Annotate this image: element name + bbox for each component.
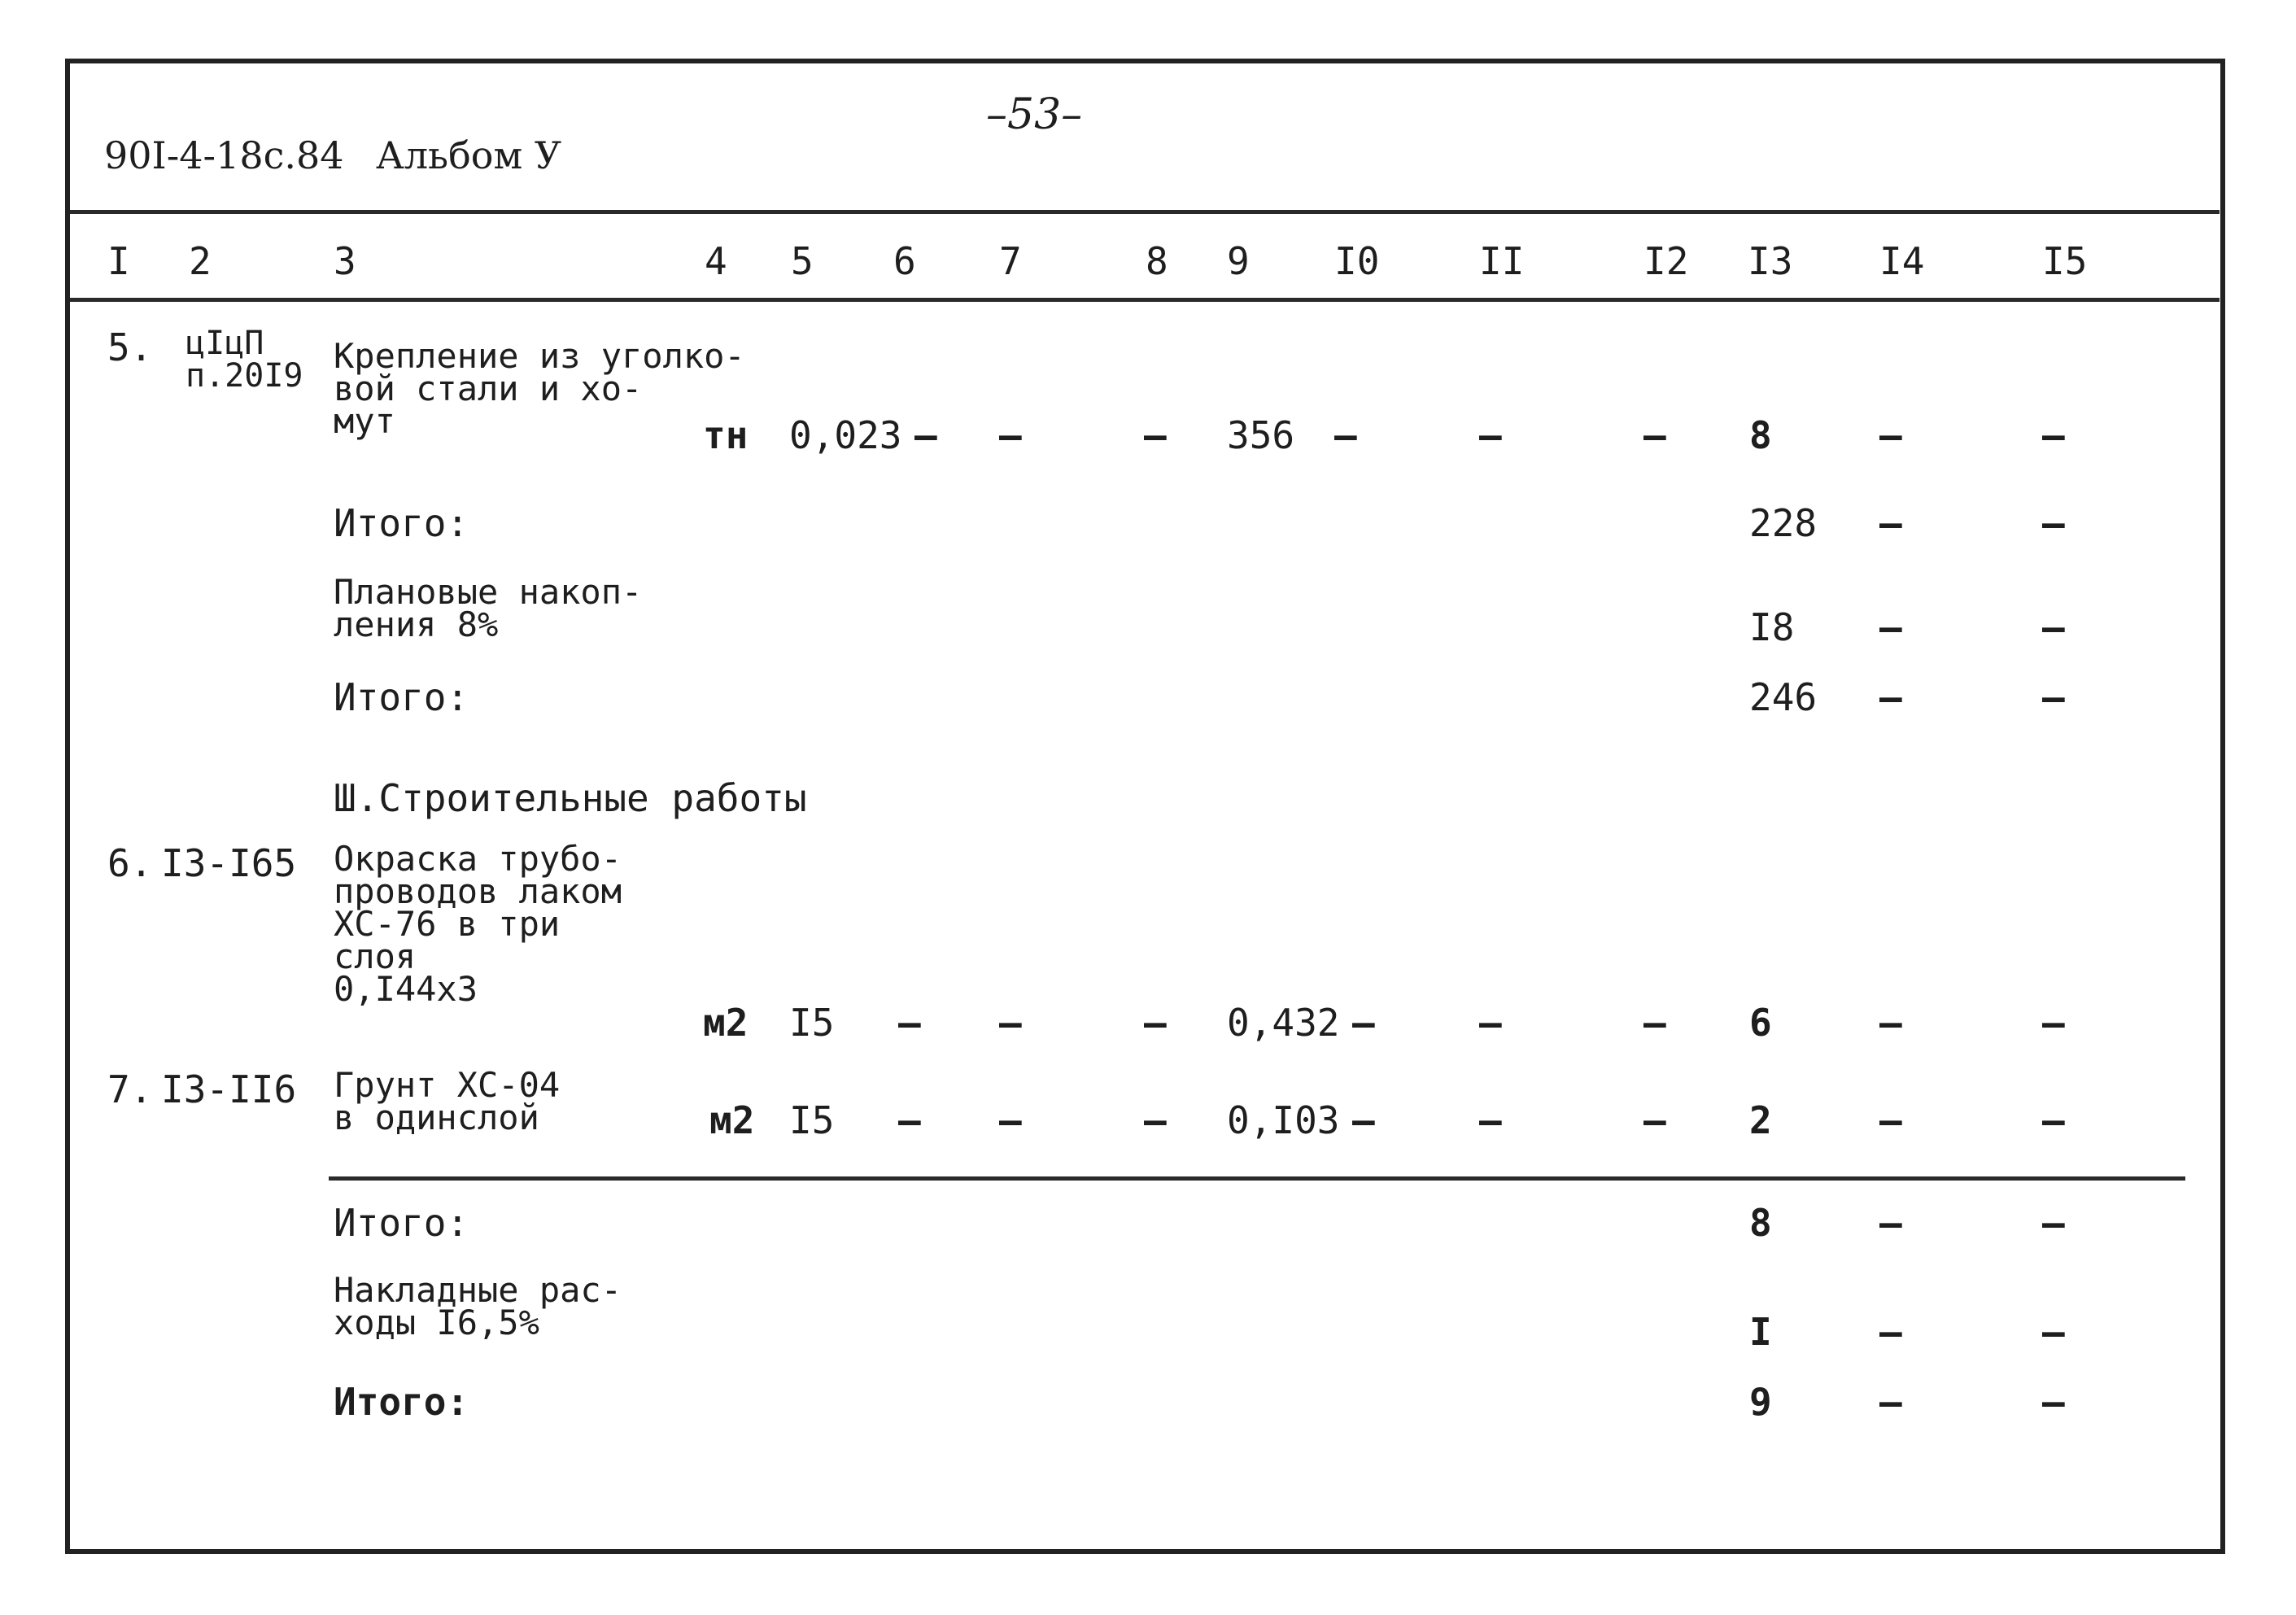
col-header: I0: [1334, 239, 1380, 283]
row-code: I3-I65: [161, 841, 297, 885]
col-header: 2: [189, 239, 212, 283]
cell-c15: –: [2042, 1098, 2065, 1142]
cell-c14: –: [1879, 1001, 1902, 1045]
row-unit: тн: [703, 413, 749, 457]
cell-c15: –: [2042, 1310, 2065, 1354]
col-header: I4: [1879, 239, 1925, 283]
document-code: 90I-4-18с.84: [104, 133, 344, 177]
cell-c5: I5: [789, 1001, 835, 1045]
row-number: 6.: [107, 841, 153, 885]
cell-c8: –: [1144, 1001, 1167, 1045]
cell-c15: –: [2042, 1001, 2065, 1045]
cell-c13: 2: [1749, 1098, 1772, 1142]
cell-c13: 8: [1749, 413, 1772, 457]
col-header: 8: [1146, 239, 1168, 283]
cell-c5: 0,023: [789, 413, 902, 457]
col-header: 9: [1227, 239, 1250, 283]
album-label: Альбом У: [376, 133, 562, 177]
cell-c7: –: [999, 413, 1022, 457]
cell-c14: –: [1879, 413, 1902, 457]
cell-c11: –: [1479, 413, 1502, 457]
cell-c12: –: [1643, 413, 1666, 457]
col-header: 4: [705, 239, 727, 283]
row-name: Итого:: [334, 1201, 469, 1245]
cell-c15: –: [2042, 501, 2065, 545]
cell-c13: I: [1749, 1310, 1772, 1354]
row-code: цIцП п.20I9: [186, 325, 303, 395]
row-name: Грунт ХС-04 в одинслой: [334, 1065, 561, 1137]
cell-c14: –: [1879, 1380, 1902, 1424]
cell-c8: –: [1144, 413, 1167, 457]
cell-c15: –: [2042, 1380, 2065, 1424]
col-header: 3: [334, 239, 356, 283]
cell-c13: 8: [1749, 1201, 1772, 1245]
cell-c6: –: [914, 413, 937, 457]
cell-c12: –: [1643, 1001, 1666, 1045]
cell-c7: –: [999, 1001, 1022, 1045]
cell-c7: –: [999, 1098, 1022, 1142]
cell-c14: –: [1879, 1310, 1902, 1354]
cell-c13: I8: [1749, 605, 1795, 649]
cell-c13: 6: [1749, 1001, 1772, 1045]
cell-c13: 228: [1749, 501, 1818, 545]
cell-c13: 9: [1749, 1380, 1772, 1424]
header-rule-top: [70, 210, 2220, 214]
cell-c6: –: [898, 1098, 921, 1142]
cell-c6: –: [898, 1001, 921, 1045]
cell-c5: I5: [789, 1098, 835, 1142]
page-number: –53–: [986, 90, 1083, 139]
col-header: 5: [791, 239, 814, 283]
cell-c9: 0,I03: [1227, 1098, 1340, 1142]
col-header: I: [107, 239, 130, 283]
cell-c15: –: [2042, 605, 2065, 649]
cell-c14: –: [1879, 1098, 1902, 1142]
cell-c14: –: [1879, 605, 1902, 649]
cell-c15: –: [2042, 1201, 2065, 1245]
row-unit: м2: [709, 1098, 755, 1142]
cell-c11: –: [1479, 1098, 1502, 1142]
row-code: I3-II6: [161, 1067, 297, 1111]
cell-c14: –: [1879, 501, 1902, 545]
col-header: 7: [999, 239, 1022, 283]
cell-c10: –: [1334, 413, 1357, 457]
cell-c9: 356: [1227, 413, 1295, 457]
col-header: I2: [1643, 239, 1689, 283]
col-header: I5: [2042, 239, 2088, 283]
col-header: 6: [893, 239, 916, 283]
header-rule-bottom: [70, 298, 2220, 302]
subtotal-rule: [329, 1176, 2185, 1181]
row-name: Плановые накоп- ления 8%: [334, 572, 643, 644]
row-number: 5.: [107, 325, 153, 369]
row-number: 7.: [107, 1067, 153, 1111]
cell-c10: –: [1352, 1098, 1375, 1142]
cell-c13: 246: [1749, 675, 1818, 719]
cell-c11: –: [1479, 1001, 1502, 1045]
cell-c10: –: [1352, 1001, 1375, 1045]
cell-c14: –: [1879, 1201, 1902, 1245]
row-name: Итого:: [334, 675, 469, 719]
cell-c9: 0,432: [1227, 1001, 1340, 1045]
cell-c14: –: [1879, 675, 1902, 719]
row-name: Крепление из уголко- вой стали и хо- мут: [334, 336, 745, 441]
row-name: Итого:: [334, 1380, 469, 1424]
cell-c15: –: [2042, 413, 2065, 457]
section-heading: Ш.Строительные работы: [334, 776, 807, 820]
row-name: Накладные рас- ходы I6,5%: [334, 1270, 622, 1342]
row-unit: м2: [703, 1001, 749, 1045]
row-name: Итого:: [334, 501, 469, 545]
row-name: Окраска трубо- проводов лаком ХС-76 в три слоя 0,I44х3: [334, 839, 622, 1009]
cell-c8: –: [1144, 1098, 1167, 1142]
col-header: I3: [1748, 239, 1793, 283]
cell-c15: –: [2042, 675, 2065, 719]
col-header: II: [1479, 239, 1525, 283]
cell-c12: –: [1643, 1098, 1666, 1142]
